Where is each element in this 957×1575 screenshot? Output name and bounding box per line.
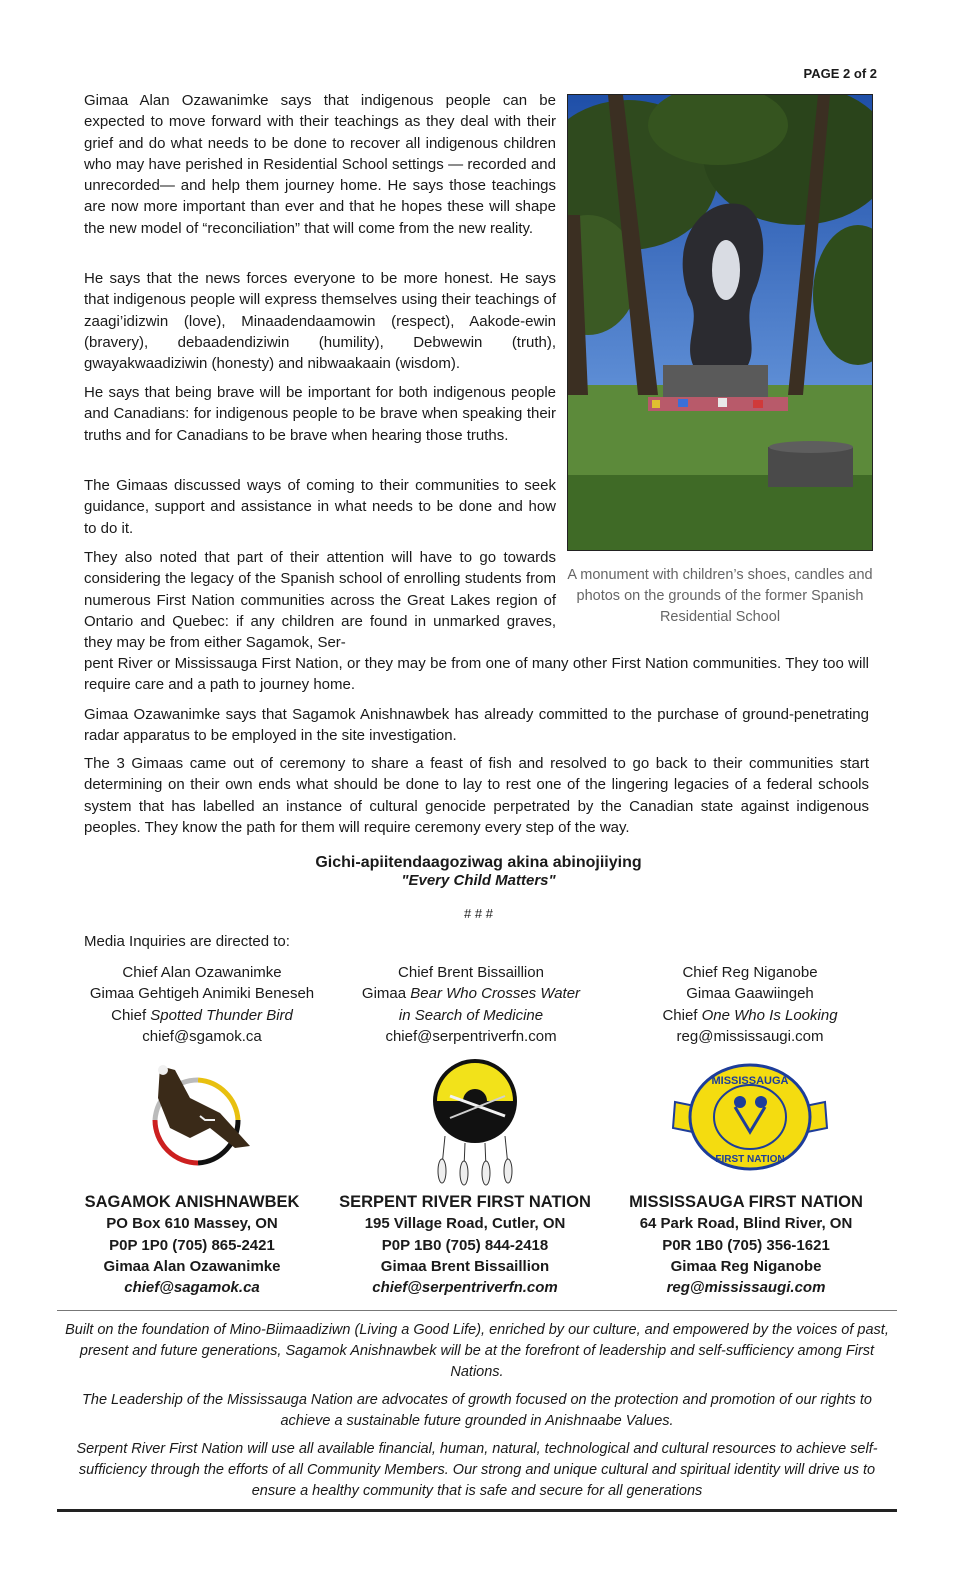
nation-block-serpent-river <box>335 1192 595 1298</box>
media-inquiries-label: Media Inquiries are directed to: <box>84 933 290 950</box>
chief-spirit-name: Chief One Who Is Looking <box>662 1006 838 1024</box>
chief-spirit-name: Chief Spotted Thunder Bird <box>111 1006 293 1024</box>
separator: # # # <box>464 906 493 921</box>
nation-postal-phone: P0P 1B0 (705) 844-2418 <box>381 1236 549 1254</box>
paragraph-5: They also noted that part of their attention will have to go towards considering the legacy of the Spanish school of enrolling students from numerous First Nation communities across the Great Lakes region of Ontario and Quebec: if any children are found in unmarked graves, they may be from either Sagamok, Ser- <box>84 549 556 652</box>
chief-email: chief@sgamok.ca <box>142 1027 262 1045</box>
mission-statement-sagamok: Built on the foundation of Mino-Biimaadiziwn (Living a Good Life), enriched by our culture, and empowered by the voices of past, present and future generations, Sagamok Anishnawbek will be at the forefront of leadership and self-sufficiency among First Nations. <box>65 1322 889 1380</box>
divider <box>57 1310 897 1311</box>
chief-contact-serpent-river <box>341 962 601 1047</box>
nation-email: chief@sagamok.ca <box>124 1279 260 1297</box>
paragraph-6: pent River or Mississauga First Nation, or they may be from one of many other First Nation communities. They too will require care and a path to journey home. <box>84 655 869 694</box>
nation-leader: Gimaa Reg Niganobe <box>670 1257 822 1275</box>
slogan-english: "Every Child Matters" <box>401 872 556 889</box>
paragraph-7: Gimaa Ozawanimke says that Sagamok Anishnawbek has already committed to the purchase of ground-penetrating radar apparatus to be employed in the site investigation. <box>84 706 869 745</box>
serpent-river-logo <box>420 1056 530 1196</box>
chief-contact-mississauga <box>620 962 880 1047</box>
paragraph-2: He says that the news forces everyone to be more honest. He says that indigenous people will express themselves using their teachings of zaagi’idizwin (love), Minaadendaamowin (respect), Aakode-ewin (bravery), debaadendiziwin (humility), Debwewin (truth), gwayakwaadiziwin (honesty) and nibwaakaain (wisdom). <box>84 270 556 373</box>
nation-name: MISSISSAUGA FIRST NATION <box>629 1193 863 1211</box>
chief-email: chief@serpentriverfn.com <box>385 1027 557 1045</box>
sun-pipe-dreamcatcher-icon <box>420 1056 530 1191</box>
monument-photo-art <box>568 95 873 551</box>
chief-email: reg@mississaugi.com <box>676 1027 824 1045</box>
nation-email: reg@mississaugi.com <box>666 1279 826 1297</box>
slogan-ojibwe: Gichi-apiitendaagoziwag akina abinojiiying <box>315 854 642 871</box>
mississauga-logo <box>665 1062 835 1179</box>
slogan <box>0 854 957 889</box>
nation-block-mississauga <box>616 1192 876 1298</box>
monument-photo <box>567 94 873 551</box>
nation-email: chief@serpentriverfn.com <box>372 1279 558 1297</box>
mississauga-first-nation-logo-icon <box>665 1062 835 1174</box>
paragraph-8: The 3 Gimaas came out of ceremony to share a feast of fish and resolved to go back to their communities start determining on their own ends what should be done to lay to rest one of the lingering legacies of a federal schools system that has labelled an instance of cultural genocide perpetrated by the Canadian state against indigenous peoples. They know the path for them will require ceremony every step of the way. <box>84 755 869 836</box>
paragraph-3: He says that being brave will be important for both indigenous people and Canadians: for indigenous people to be brave when speaking their truths and for Canadians to be brave when hearing those truths. <box>84 384 556 444</box>
sagamok-logo <box>130 1058 260 1183</box>
nation-postal-phone: P0P 1P0 (705) 865-2421 <box>109 1236 275 1254</box>
mission-statement-mississauga: The Leadership of the Mississauga Nation are advocates of growth focused on the protection and promotion of our rights to achieve a sustainable future grounded in Anishnaabe Values. <box>82 1392 872 1429</box>
nation-leader: Gimaa Brent Bissaillion <box>380 1257 550 1275</box>
chief-name: Chief Alan Ozawanimke <box>122 964 282 981</box>
chief-name: Chief Reg Niganobe <box>682 964 818 981</box>
chief-gimaa-name: Gimaa Bear Who Crosses Water <box>361 985 581 1003</box>
nation-address: 64 Park Road, Blind River, ON <box>639 1215 853 1233</box>
nation-block-sagamok <box>62 1192 322 1298</box>
nation-name: SAGAMOK ANISHNAWBEK <box>84 1193 300 1211</box>
chief-spirit-name: in Search of Medicine <box>398 1006 544 1024</box>
nation-name: SERPENT RIVER FIRST NATION <box>339 1193 591 1211</box>
chief-contact-sagamok <box>72 962 332 1047</box>
eagle-medicine-wheel-icon <box>130 1058 260 1178</box>
bottom-divider <box>57 1509 897 1512</box>
photo-caption: A monument with children’s shoes, candles and photos on the grounds of the former Spanish Residential School <box>567 567 873 625</box>
paragraph-4: The Gimaas discussed ways of coming to their communities to seek guidance, support and assistance in what needs to be done and how to do it. <box>84 477 556 537</box>
nation-leader: Gimaa Alan Ozawanimke <box>103 1257 281 1275</box>
mississauga-logo-text-bottom: FIRST NATION <box>715 1154 785 1165</box>
nation-address: 195 Village Road, Cutler, ON <box>364 1215 566 1233</box>
page-number: PAGE 2 of 2 <box>803 66 877 81</box>
nation-postal-phone: P0R 1B0 (705) 356-1621 <box>662 1236 830 1254</box>
paragraph-1: Gimaa Alan Ozawanimke says that indigenous people can be expected to move forward with their teachings as they deal with their grief and do what needs to be done to recover all indigenous children who may have perished in Residential School settings — recorded and unrecorded— and help them journey home. He says those teachings are now more important than ever and that he hopes these will shape the new model of “reconciliation” that will come from the new reality. <box>84 92 556 237</box>
chief-gimaa-name: Gimaa Gaawiingeh <box>686 985 814 1003</box>
nation-address: PO Box 610 Massey, ON <box>106 1215 278 1233</box>
chief-gimaa-name: Gimaa Gehtigeh Animiki Beneseh <box>89 985 315 1003</box>
mission-statement-serpent-river: Serpent River First Nation will use all available financial, human, natural, technological and cultural resources to achieve self-sufficiency through the efforts of all Community Members. Our strong and unique cultural and spiritual identity will drive us to ensure a healthy community that is safe and secure for all generations <box>76 1441 878 1499</box>
mississauga-logo-text-top: MISSISSAUGA <box>711 1075 789 1087</box>
chief-name: Chief Brent Bissaillion <box>398 964 544 981</box>
